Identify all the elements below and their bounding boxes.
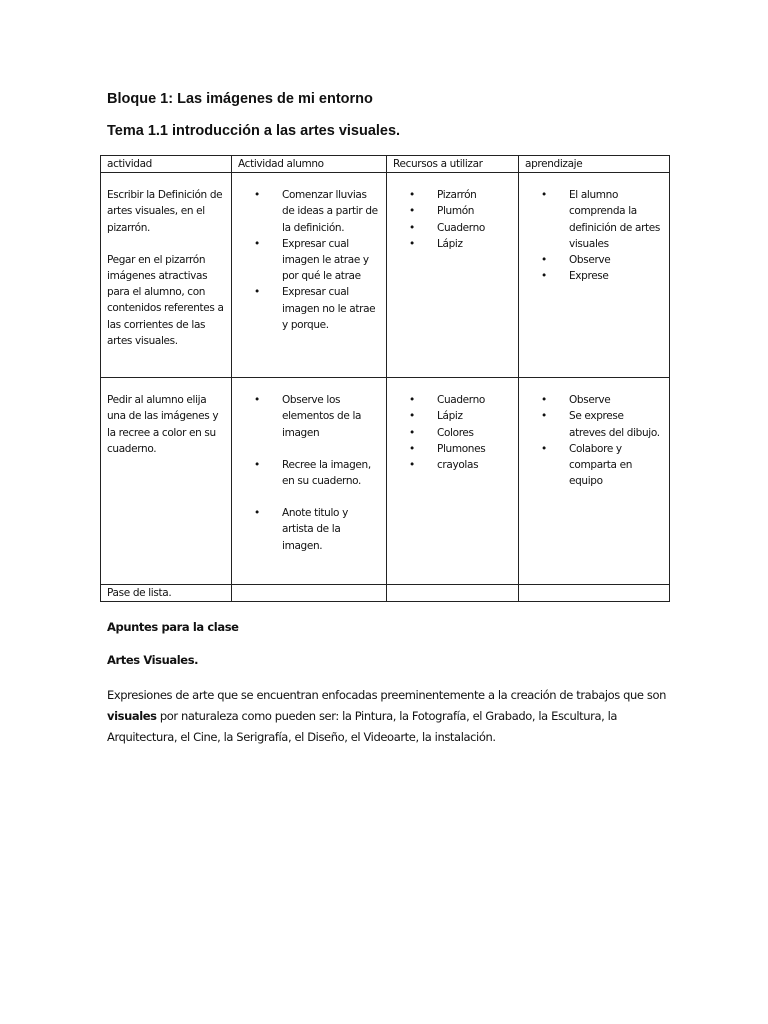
cell-aprendizaje [519, 173, 670, 378]
notes-definition: Expresiones de arte que se encuentran enfocadas preeminentemente a la creación de trabajos que son visuales por naturaleza como pueden ser: la Pintura, la Fotografía, el Grabado, la Escultura, la Arquitectura, el Cine, la Serigrafía, el Diseño, el Videoarte, la instalación. [107, 688, 666, 744]
table-header-row [101, 156, 670, 173]
bullet-icon: • [541, 254, 547, 267]
bullet-icon: • [409, 189, 415, 202]
list-item: • Se exprese atreves del dibujo. [541, 410, 660, 439]
list-item: • El alumno comprenda la definición de artes visuales [541, 189, 661, 250]
list-item: • Exprese [569, 268, 663, 284]
bullet-icon: • [409, 410, 415, 423]
bold-term: visuales [107, 709, 157, 723]
list-item: • Recree la imagen, en su cuaderno. [254, 458, 371, 488]
topic-title: Tema 1.1 introducción a las artes visuales. [107, 123, 401, 139]
table-row [101, 585, 670, 602]
list-item: • Plumones [437, 441, 512, 457]
bullet-icon: • [254, 394, 260, 407]
list-item: • crayolas [437, 457, 512, 473]
bullet-icon: • [254, 237, 260, 250]
activity-text: Pedir al alumno elija una de las imágenes y la recree a color en su cuaderno. [107, 394, 219, 455]
list-item: • Lápiz [437, 236, 512, 252]
cell-actividad-alumno [232, 378, 387, 585]
cell-actividad-alumno [232, 585, 387, 602]
bullet-icon: • [541, 442, 547, 455]
cell-aprendizaje [519, 378, 670, 585]
list-item: • Observe los elementos de la imagen [254, 394, 362, 439]
bullet-icon: • [409, 221, 415, 234]
table-row [101, 378, 670, 585]
notes-term: Artes Visuales. [107, 653, 199, 667]
table-row [101, 173, 670, 378]
bullet-icon: • [409, 394, 415, 407]
bullet-icon: • [541, 189, 547, 202]
list-item: • Observe [569, 392, 663, 408]
cell-actividad [101, 378, 232, 585]
header-aprendizaje: aprendizaje [519, 156, 670, 173]
list-item: • Plumón [437, 203, 512, 219]
header-recursos: Recursos a utilizar [387, 156, 519, 173]
bullet-icon: • [541, 270, 547, 283]
lesson-plan-table [100, 155, 670, 602]
list-item: • Expresar cual imagen le atrae y por qué le atrae [254, 237, 369, 283]
header-actividad-alumno: Actividad alumno [232, 156, 387, 173]
bullet-icon: • [409, 459, 415, 472]
list-item: • Expresar cual imagen no le atrae y porque. [254, 286, 376, 331]
cell-actividad: Pase de lista. [101, 585, 232, 602]
list-item: • Colores [437, 425, 512, 441]
bullet-icon: • [409, 205, 415, 218]
list-item: • Observe [569, 252, 663, 268]
list-item: • Pizarrón [437, 187, 512, 203]
cell-actividad-alumno [232, 173, 387, 378]
activity-text: Escribir la Definición de artes visuales, en el pizarrón. [107, 189, 223, 234]
cell-actividad [101, 173, 232, 378]
block-title: Bloque 1: Las imágenes de mi entorno [107, 91, 373, 107]
cell-recursos [387, 585, 519, 602]
list-item: • Cuaderno [437, 220, 512, 236]
bullet-icon: • [254, 507, 260, 520]
activity-text: Pegar en el pizarrón imágenes atractivas para el alumno, con contenidos referentes a las corrientes de las artes visuales. [107, 253, 224, 347]
cell-aprendizaje [519, 585, 670, 602]
list-item: • Cuaderno [437, 392, 512, 408]
bullet-icon: • [409, 237, 415, 250]
list-item: • Lápiz [437, 408, 512, 424]
bullet-icon: • [254, 458, 260, 471]
bullet-icon: • [541, 410, 547, 423]
header-actividad: actividad [101, 156, 232, 173]
cell-recursos [387, 378, 519, 585]
notes-heading: Apuntes para la clase [107, 620, 239, 634]
bullet-icon: • [254, 286, 260, 299]
bullet-icon: • [254, 189, 260, 202]
list-item: • Comenzar lluvias de ideas a partir de la definición. [254, 189, 378, 234]
list-item: • Colabore y comparta en equipo [541, 442, 632, 488]
bullet-icon: • [409, 442, 415, 455]
bullet-icon: • [541, 394, 547, 407]
bullet-icon: • [409, 426, 415, 439]
cell-recursos [387, 173, 519, 378]
list-item: • Anote titulo y artista de la imagen. [254, 507, 348, 552]
